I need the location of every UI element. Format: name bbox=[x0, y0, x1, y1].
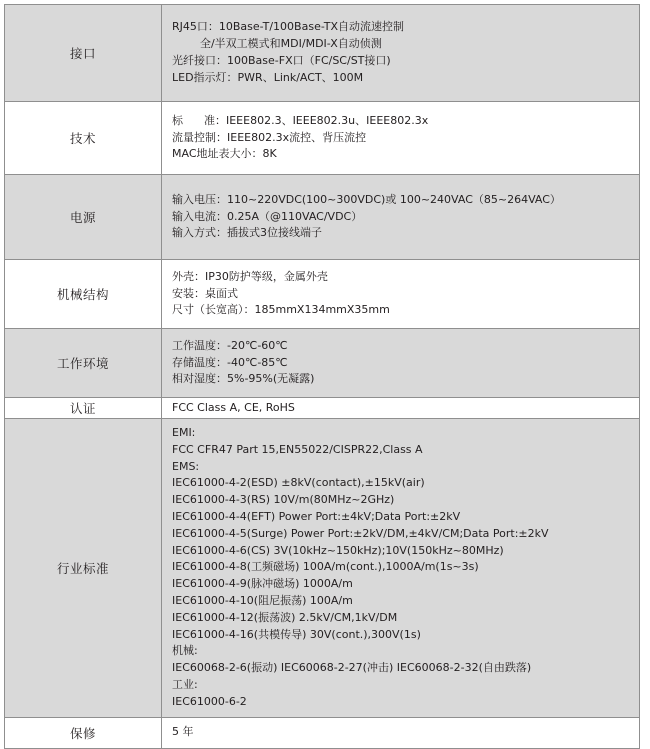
spec-value-line: 输入电压：110~220VDC(100~300VDC)或 100~240VAC（85~264VAC） bbox=[172, 192, 561, 206]
spec-value bbox=[162, 175, 640, 260]
spec-value-line: 5 年 bbox=[172, 725, 194, 739]
spec-value bbox=[162, 419, 640, 718]
spec-value-line: 尺寸（长宽高）：185mmX134mmX35mm bbox=[172, 303, 390, 317]
spec-value-line: 外壳：IP30防护等级，金属外壳 bbox=[172, 269, 328, 283]
spec-value-line: RJ45口：10Base-T/100Base-TX自动流速控制 bbox=[172, 20, 405, 34]
spec-value-line: EMS: bbox=[172, 459, 200, 473]
spec-value-line: LED指示灯：PWR、Link/ACT、100M bbox=[172, 70, 364, 84]
spec-value-line: 输入电流：0.25A（@110VAC/VDC） bbox=[172, 209, 363, 223]
spec-label: 技术 bbox=[5, 102, 162, 175]
spec-value-line: 安装：桌面式 bbox=[172, 286, 238, 300]
spec-value-line: 输入方式：插拔式3位接线端子 bbox=[172, 226, 322, 240]
spec-value bbox=[162, 5, 640, 102]
spec-value-line: IEC61000-4-5(Surge) Power Port:±2kV/DM,±4kV/CM;Data Port:±2kV bbox=[172, 526, 549, 540]
spec-value-line: 相对湿度：5%-95%(无凝露) bbox=[172, 372, 315, 386]
spec-value-line: FCC CFR47 Part 15,EN55022/CISPR22,Class A bbox=[172, 442, 423, 456]
spec-label: 行业标准 bbox=[5, 419, 162, 718]
spec-value-line: EMI: bbox=[172, 426, 196, 439]
spec-value-line: FCC Class A, CE, RoHS bbox=[172, 400, 295, 414]
spec-row-certification bbox=[5, 398, 640, 419]
spec-value-line: IEC61000-4-3(RS) 10V/m(80MHz~2GHz) bbox=[172, 493, 395, 507]
spec-value-line: 全/半双工模式和MDI/MDI-X自动侦测 bbox=[172, 37, 382, 51]
spec-value-line: IEC61000-4-9(脉冲磁场) 1000A/m bbox=[172, 577, 353, 591]
spec-label: 电源 bbox=[5, 175, 162, 260]
spec-value bbox=[162, 717, 640, 748]
spec-value-line: 工业: bbox=[172, 677, 198, 691]
spec-value-line: IEC61000-4-16(共模传导) 30V(cont.),300V(1s) bbox=[172, 627, 421, 641]
spec-label: 机械结构 bbox=[5, 260, 162, 329]
spec-value bbox=[162, 102, 640, 175]
spec-value-line: 标 准：IEEE802.3、IEEE802.3u、IEEE802.3x bbox=[172, 113, 429, 127]
spec-value-line: IEC61000-4-6(CS) 3V(10kHz~150kHz);10V(150kHz~80MHz) bbox=[172, 543, 504, 557]
spec-value-line: 工作温度：-20℃-60℃ bbox=[172, 338, 288, 352]
spec-row-technology bbox=[5, 102, 640, 175]
spec-value-line: IEC61000-6-2 bbox=[172, 694, 247, 708]
spec-value-line: MAC地址表大小：8K bbox=[172, 147, 277, 161]
spec-value-line: IEC61000-4-2(ESD) ±8kV(contact),±15kV(air) bbox=[172, 476, 425, 490]
spec-value bbox=[162, 260, 640, 329]
spec-row-warranty bbox=[5, 717, 640, 748]
spec-row-industry-standards bbox=[5, 419, 640, 718]
spec-row-power bbox=[5, 175, 640, 260]
spec-label: 接口 bbox=[5, 5, 162, 102]
spec-value-line: 流量控制：IEEE802.3x流控、背压流控 bbox=[172, 130, 367, 144]
spec-value bbox=[162, 329, 640, 398]
spec-value-line: IEC61000-4-8(工频磁场) 100A/m(cont.),1000A/m(1s~3s) bbox=[172, 560, 479, 574]
spec-value bbox=[162, 398, 640, 419]
spec-table-body bbox=[5, 5, 640, 749]
spec-row-mechanical bbox=[5, 260, 640, 329]
spec-row-interface bbox=[5, 5, 640, 102]
spec-label: 认证 bbox=[5, 398, 162, 419]
spec-label: 工作环境 bbox=[5, 329, 162, 398]
spec-value-line: IEC61000-4-10(阻尼振荡) 100A/m bbox=[172, 593, 353, 607]
spec-label: 保修 bbox=[5, 717, 162, 748]
spec-value-line: 光纤接口：100Base-FX口（FC/SC/ST接口) bbox=[172, 54, 391, 67]
spec-value-line: IEC61000-4-4(EFT) Power Port:±4kV;Data Port:±2kV bbox=[172, 509, 461, 523]
spec-value-line: IEC60068-2-6(振动) IEC60068-2-27(冲击) IEC60068-2-32(自由跌落) bbox=[172, 661, 532, 675]
spec-value-line: 存储温度：-40℃-85℃ bbox=[172, 355, 288, 369]
spec-value-line: IEC61000-4-12(振荡波) 2.5kV/CM,1kV/DM bbox=[172, 610, 398, 624]
spec-table bbox=[4, 4, 640, 749]
spec-value-line: 机械: bbox=[172, 644, 198, 658]
spec-row-environment bbox=[5, 329, 640, 398]
